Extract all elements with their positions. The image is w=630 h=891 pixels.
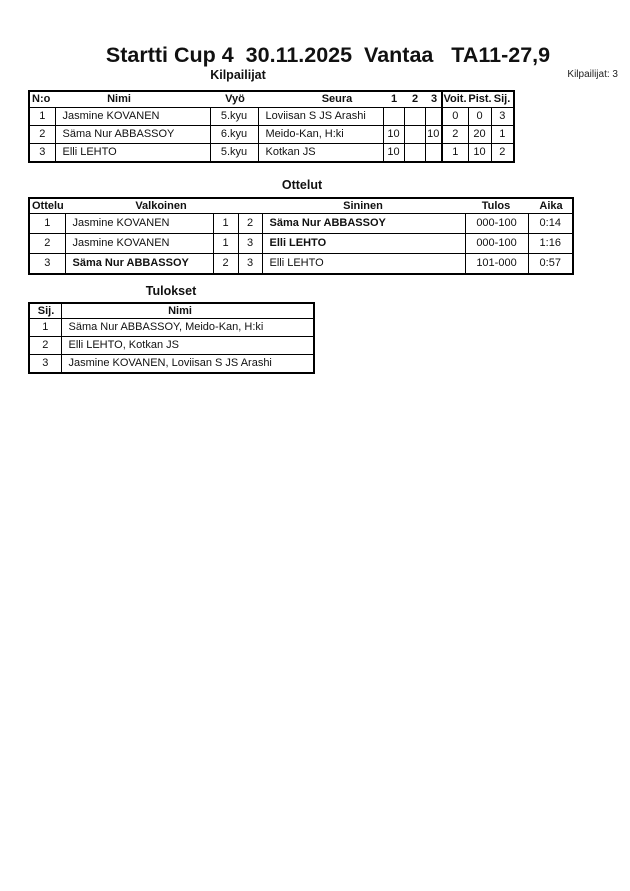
match-row [30,214,572,234]
result-row [30,337,313,355]
points-cell: 0 [468,108,491,126]
white-number-cell: 2 [213,254,238,274]
match-number-cell: 3 [30,254,65,274]
competitors-count-label: Kilpailijat: 3 [567,69,618,80]
tulokset-heading: Tulokset [145,284,197,298]
result-row [30,319,313,337]
page-title: Startti Cup 4 30.11.2025 Vantaa TA11-27,9 [105,43,551,67]
time-cell: 0:14 [528,214,572,234]
place-cell: 1 [491,126,513,144]
column-header-pist: Pist. [468,93,492,105]
column-header-match1: 1 [390,93,398,105]
score-cell [425,144,442,162]
blue-number-cell: 3 [238,234,262,254]
ottelut-header-row [30,199,572,214]
score-cell: 10 [383,126,404,144]
match-row [30,254,572,274]
tulokset-table [28,302,315,374]
result-name-cell: Elli LEHTO, Kotkan JS [61,337,313,355]
result-cell: 000-100 [465,234,528,254]
score-cell [425,108,442,126]
competitor-row [30,126,513,144]
time-cell: 1:16 [528,234,572,254]
belt-cell: 5.kyu [210,144,258,162]
place-cell: 2 [491,144,513,162]
ottelut-table [28,197,574,275]
competitor-name-cell: Elli LEHTO [55,144,210,162]
column-header-match3: 3 [430,93,438,105]
score-cell [404,126,425,144]
column-header-valkoinen: Valkoinen [135,200,187,212]
match-number-cell: 1 [30,214,65,234]
column-header-sininen: Sininen [343,200,383,212]
wins-cell: 2 [442,126,468,144]
tulokset-header-row [30,304,313,319]
score-cell [404,144,425,162]
white-name-cell: Jasmine KOVANEN [65,214,213,234]
time-cell: 0:57 [528,254,572,274]
column-header-nimi: Nimi [168,305,192,317]
competitor-row [30,108,513,126]
result-name-cell: Jasmine KOVANEN, Loviisan S JS Arashi [61,355,313,373]
white-number-cell: 1 [213,234,238,254]
blue-number-cell: 2 [238,214,262,234]
column-header-aika: Aika [539,200,563,212]
column-header-voit: Voit. [443,93,467,105]
header-group-separator [441,92,443,108]
wins-cell: 0 [442,108,468,126]
result-row [30,355,313,373]
result-cell: 000-100 [465,214,528,234]
score-cell [383,108,404,126]
competitor-row [30,144,513,162]
ottelut-heading: Ottelut [281,178,323,192]
white-name-cell: Säma Nur ABBASSOY [65,254,213,274]
column-header-tulos: Tulos [481,200,511,212]
club-cell: Meido-Kan, H:ki [258,126,383,144]
points-cell: 10 [468,144,491,162]
match-number-cell: 2 [30,234,65,254]
place-cell: 2 [30,337,61,355]
belt-cell: 6.kyu [210,126,258,144]
place-cell: 3 [30,355,61,373]
competitor-number-cell: 2 [30,126,55,144]
blue-number-cell: 3 [238,254,262,274]
column-header-vyo: Vyö [225,93,245,105]
kilpailijat-table [28,90,515,163]
place-cell: 3 [491,108,513,126]
column-header-match2: 2 [411,93,419,105]
competitor-number-cell: 3 [30,144,55,162]
wins-cell: 1 [442,144,468,162]
column-header-nimi: Nimi [107,93,131,105]
column-header-sij: Sij. [37,305,55,317]
points-cell: 20 [468,126,491,144]
competitor-name-cell: Jasmine KOVANEN [55,108,210,126]
column-header-seura: Seura [321,93,353,105]
club-cell: Kotkan JS [258,144,383,162]
blue-name-cell: Elli LEHTO [262,234,465,254]
header-column-separator [61,304,62,319]
competitor-number-cell: 1 [30,108,55,126]
place-cell: 1 [30,319,61,337]
competitor-name-cell: Säma Nur ABBASSOY [55,126,210,144]
blue-name-cell: Säma Nur ABBASSOY [262,214,465,234]
score-cell [404,108,425,126]
column-header-sij: Sij. [493,93,511,105]
result-cell: 101-000 [465,254,528,274]
score-cell: 10 [383,144,404,162]
kilpailijat-heading: Kilpailijat [210,68,266,82]
belt-cell: 5.kyu [210,108,258,126]
white-name-cell: Jasmine KOVANEN [65,234,213,254]
blue-name-cell: Elli LEHTO [262,254,465,274]
club-cell: Loviisan S JS Arashi [258,108,383,126]
column-header-ottelu: Ottelu [32,200,64,212]
result-name-cell: Säma Nur ABBASSOY, Meido-Kan, H:ki [61,319,313,337]
kilpailijat-header-row [30,92,513,108]
white-number-cell: 1 [213,214,238,234]
score-cell: 10 [425,126,442,144]
match-row [30,234,572,254]
column-header-no: N:o [32,93,51,105]
